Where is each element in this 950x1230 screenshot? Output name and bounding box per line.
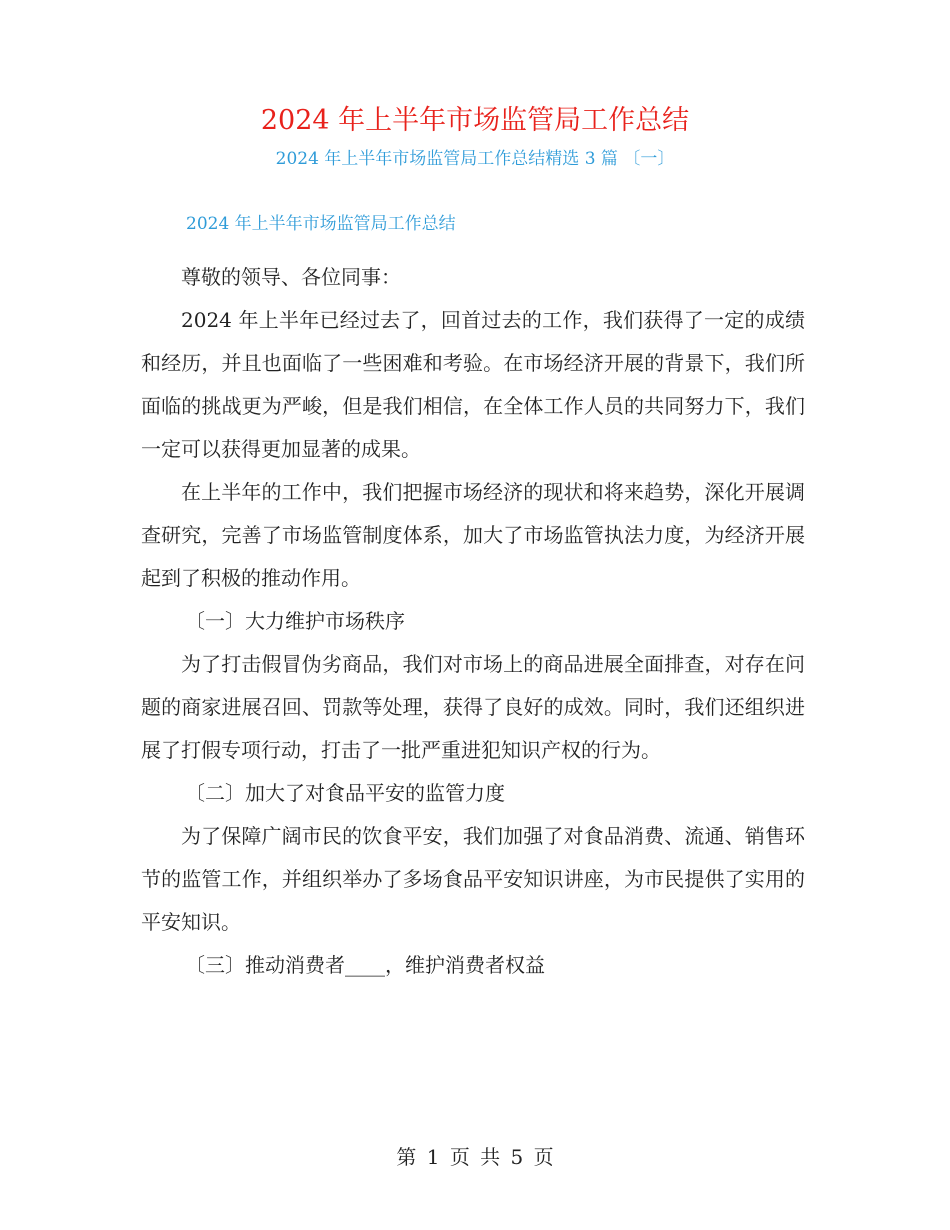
- greeting-paragraph: 尊敬的领导、各位同事：: [181, 265, 401, 289]
- section-heading: 〔一〕大力维护市场秩序: [185, 609, 405, 633]
- body-paragraph: 2024 年上半年已经过去了，回首过去的工作，我们获得了一定的成绩和经历，并且也面临了一些困难和考验。在市场经济开展的背景下，我们所面临的挑战更为严峻，但是我们相信，在全体工作人员的共同努力下，我们一定可以获得更加显著的成果。: [141, 308, 805, 461]
- document-subtitle: 2024 年上半年市场监管局工作总结精选 3 篇 〔一〕: [275, 149, 675, 169]
- section-heading: 〔二〕加大了对食品平安的监管力度: [185, 781, 505, 805]
- section-heading: 〔三〕推动消费者____，维护消费者权益: [185, 953, 545, 977]
- body-paragraph: 在上半年的工作中，我们把握市场经济的现状和将来趋势，深化开展调查研究，完善了市场监管制度体系，加大了市场监管执法力度，为经济开展起到了积极的推动作用。: [141, 480, 805, 590]
- document-title: 2024 年上半年市场监管局工作总结: [260, 105, 690, 136]
- body-paragraph: 为了打击假冒伪劣商品，我们对市场上的商品进展全面排查，对存在问题的商家进展召回、罚款等处理，获得了良好的成效。同时，我们还组织进展了打假专项行动，打击了一批严重进犯知识产权的行为。: [141, 652, 805, 762]
- body-paragraph: 为了保障广阔市民的饮食平安，我们加强了对食品消费、流通、销售环节的监管工作，并组织举办了多场食品平安知识讲座，为市民提供了实用的平安知识。: [141, 824, 805, 934]
- section-title: 2024 年上半年市场监管局工作总结: [186, 214, 456, 234]
- page-footer: 第 1 页 共 5 页: [396, 1145, 554, 1169]
- document-body: [141, 256, 805, 987]
